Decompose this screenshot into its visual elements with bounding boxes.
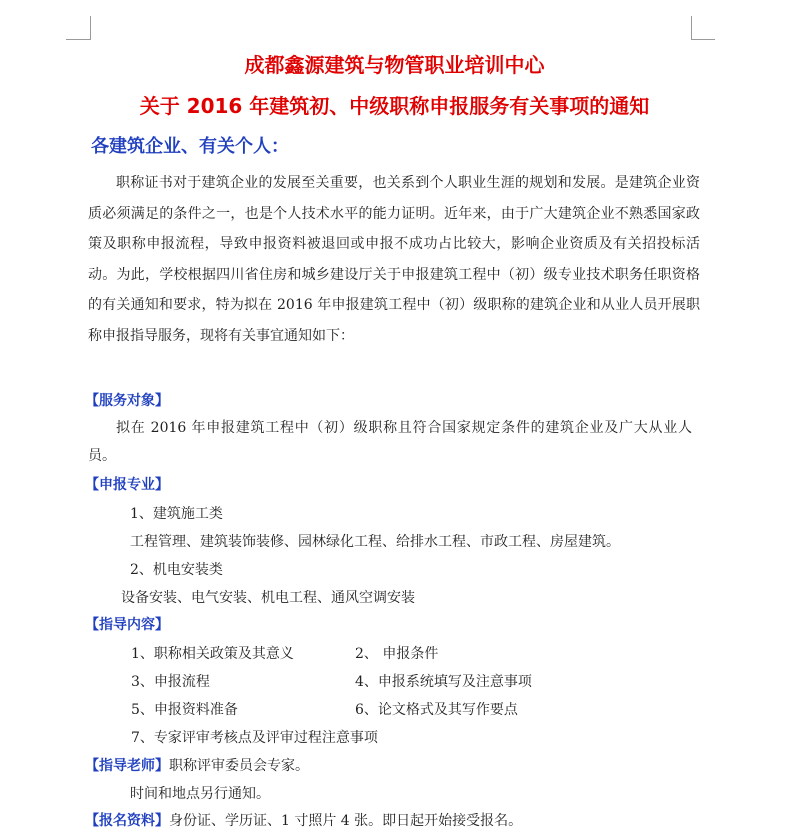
teacher-line [85, 755, 309, 775]
major-category-2-items: 设备安装、电气安装、机电工程、通风空调安装 [121, 590, 415, 606]
teacher-note: 时间和地点另行通知。 [130, 786, 270, 802]
content-item: 4、申报系统填写及注意事项 [355, 674, 532, 690]
major-category-1-items: 工程管理、建筑装饰装修、园林绿化工程、给排水工程、市政工程、房屋建筑。 [130, 534, 620, 550]
intro-paragraph [88, 168, 700, 351]
section-heading-materials: 【报名资料】 [85, 813, 169, 829]
content-item: 2、 申报条件 [355, 646, 439, 662]
service-target-text: 拟在 2016 年申报建筑工程中（初）级职称且符合国家规定条件的建筑企业及广大从业人员。 [88, 420, 692, 464]
intro-text: 职称证书对于建筑企业的发展至关重要，也关系到个人职业生涯的规划和发展。是建筑企业资质必须满足的条件之一，也是个人技术水平的能力证明。近年来，由于广大建筑企业不熟悉国家政策及职称申报流程，导致申报资料被退回或申报不成功占比较大，影响企业资质及有关招投标活动。为此，学校根据四川省住房和城乡建设厅关于申报建筑工程中（初）级专业技术职务任职资格的有关通知和要求，特为拟在 2016 年申报建筑工程中（初）级职称的建筑企业和从业人员开展职称申报指导服务，现将有关事宜通知如下： [88, 175, 700, 344]
content-item: 6、论文格式及其写作要点 [355, 702, 518, 718]
major-category-2: 2、机电安装类 [130, 562, 223, 578]
org-title: 成都鑫源建筑与物管职业培训中心 [244, 53, 545, 77]
notice-title: 关于 2016 年建筑初、中级职称申报服务有关事项的通知 [139, 94, 650, 118]
teacher-text: 职称评审委员会专家。 [169, 758, 309, 774]
major-category-1: 1、建筑施工类 [130, 506, 223, 522]
section-heading-content: 【指导内容】 [85, 617, 169, 633]
content-item: 3、申报流程 [131, 674, 210, 690]
page-corner-mark [691, 16, 692, 40]
salutation: 各建筑企业、有关个人： [91, 136, 289, 157]
content-item: 1、职称相关政策及其意义 [131, 646, 294, 662]
section-heading-majors: 【申报专业】 [85, 477, 169, 493]
materials-line [85, 810, 522, 830]
page-corner-mark [691, 39, 715, 40]
section-heading-service-target: 【服务对象】 [85, 393, 169, 409]
materials-text: 身份证、学历证、1 寸照片 4 张。即日起开始接受报名。 [169, 813, 523, 829]
section-heading-teacher: 【指导老师】 [85, 758, 169, 774]
content-item: 5、申报资料准备 [131, 702, 238, 718]
page-corner-mark [90, 16, 91, 40]
page-corner-mark [66, 39, 90, 40]
content-item: 7、专家评审考核点及评审过程注意事项 [131, 730, 378, 746]
service-target-paragraph [88, 414, 692, 470]
